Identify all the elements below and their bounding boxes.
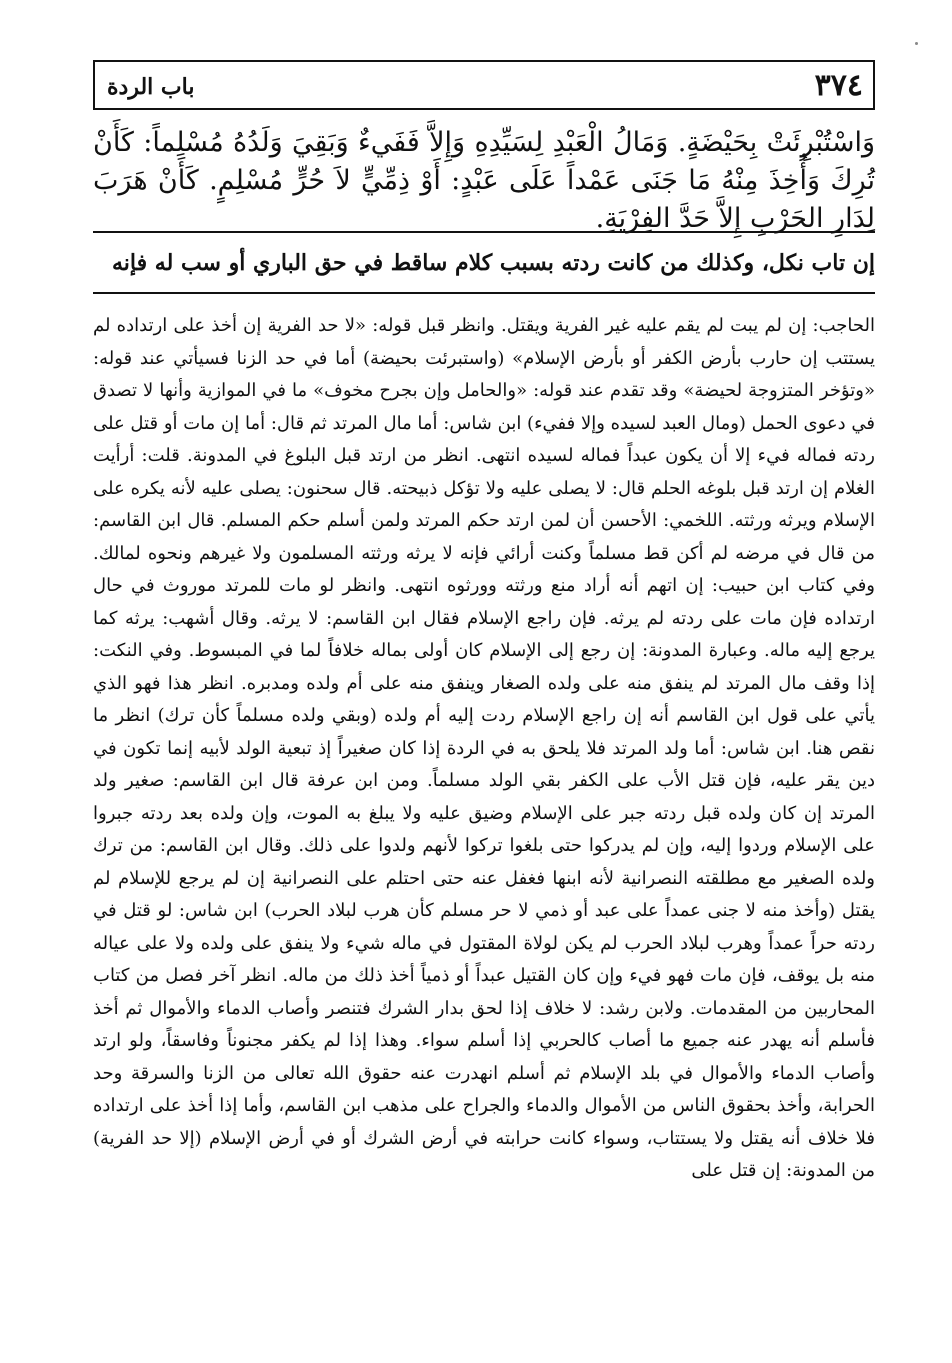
- chapter-title: باب الردة: [107, 74, 195, 100]
- main-text-paragraph: وَاسْتُبْرِئَتْ بِحَيْضَةٍ. وَمَالُ الْعَبْدِ لِسَيِّدِهِ وَإِلاَّ فَفَيءٌ وَبَقِيَ وَلَدُهُ مُسْلِماً: كَأَنْ تُرِكَ وَأُخِذَ مِنْهُ مَا جَنَى عَمْداً عَلَى عَبْدٍ: أَوْ ذِمِّيٍّ لاَ حُرٍّ مُسْلِمٍ. كَأَنْ هَرَبَ لِدَارِ الحَرْبِ إِلاَّ حَدَّ الفِرْيَةِ.: [93, 127, 875, 234]
- margin-notes-paragraph: الحاجب: إن لم يبت لم يقم عليه غير الفرية ويقتل. وانظر قبل قوله: «لا حد الفرية إن أخذ على ارتداده لم يستتب إن حارب بأرض الكفر أو بأرض الإسلام» (واستبرئت بحيضة) أما في حد الزنا فسيأتي عند قوله: «وتؤخر المتزوجة لحيضة» وقد تقدم عند قوله: «والحامل وإن بجرح مخوف» ما في الموازية وأنها لا تصدق في دعوى الحمل (ومال العبد لسيده وإلا ففيء) ابن شاس: أما مال المرتد ثم قال: أما إن مات أو قتل على ردته فماله فيء إلا أن يكون عبداً فماله لسيده انتهى. انظر من ارتد قبل البلوغ في المدونة. قلت: أرأيت الغلام إن ارتد قبل بلوغه الحلم قال: لا يصلى عليه ولا تؤكل ذبيحته. قال سحنون: يصلى عليه لأنه يكره على الإسلام ويرثه ورثته. اللخمي: الأحسن أن لمن ارتد حكم المرتد ولمن أسلم حكم المسلم. قال ابن القاسم: من قال في مرضه لم أكن قط مسلماً وكنت أرائي فإنه لا يرثه ورثته المسلمون ولا غيرهم ونحوه لمالك. وفي كتاب ابن حبيب: إن اتهم أنه أراد منع ورثته وورثوه انتهى. وانظر لو مات للمرتد موروث في حال ارتداده فإن مات على ردته لم يرثه. فإن راجع الإسلام فقال ابن القاسم: لا يرثه. وقال أشهب: يرثه كما يرجع إليه ماله. وعبارة المدونة: إن رجع إلى الإسلام كان أولى بماله خلافاً لما في المبسوط. وفي النكت: إذا وقف مال المرتد لم ينفق منه على ولده الصغار وينفق منه على أم ولده ومدبره. انظر هذا فهو الذي يأتي على قول ابن القاسم أنه إن راجع الإسلام ردت إليه أم ولده (وبقي ولده مسلماً كأن ترك) انظر ما نقص هنا. ابن شاس: أما ولد المرتد فلا يلحق به في الردة إذا كان صغيراً إذ تبعية الولد لأبيه إنما تكون في دين يقر عليه، فإن قتل الأب على الكفر بقي الولد مسلماً. ومن ابن عرفة قال ابن القاسم: صغير ولد المرتد إن كان ولده قبل ردته جبر على الإسلام وضيق عليه ولا يبلغ به الموت، وإن ولده بعد ردته جبروا على الإسلام وردوا إليه، وإن لم يدركوا حتى بلغوا تركوا لأنهم ولدوا على ذلك. وقال ابن القاسم: من ترك ولده الصغير مع مطلقته النصرانية لأنه ابنها فغفل عنه حتى احتلم على النصرانية إن لم يرجع للإسلام لم يقتل (وأخذ منه لا جنى عمداً على عبد أو ذمي لا حر مسلم كأن هرب لبلاد الحرب) ابن شاس: لو قتل في ردته حراً عمداً وهرب لبلاد الحرب لم يكن لولاة المقتول في ماله شيء ولا ينفق على ولده ولا على عياله منه بل يوقف، فإن مات فهو فيء وإن كان القتيل عبداً أو ذمياً أخذ ذلك من ماله. انظر آخر فصل من كتاب المحاربين من المقدمات. ولابن رشد: لا خلاف إذا لحق بدار الشرك فتنصر وأصاب الدماء والأموال ثم أخذ فأسلم أنه يهدر عنه جميع ما أصاب كالحربي إذا أسلم سواء. وهذا إذا لم يكفر مجنوناً وفاسقاً، ولو ارتد وأصاب الدماء والأموال في بلد الإسلام ثم أسلم انهدرت عنه حقوق الله تعالى من الزنا والسرقة وحد الحرابة، وأخذ بحقوق الناس من الأموال والدماء والجراح على مذهب ابن القاسم، وأما إذا أخذ على ارتداده فلا خلاف أنه يقتل ولا يستتاب، وسواء كانت حرابته في أرض الشرك أو في أرض الإسلام (إلا حد الفرية) من المدونة: إن قتل على: [93, 315, 875, 1181]
- commentary-line: إن تاب نكل، وكذلك من كانت ردته بسبب كلام ساقط في حق الباري أو سب له فإنه: [111, 250, 875, 276]
- page-number: ٣٧٤: [814, 68, 863, 103]
- running-header: [93, 60, 875, 110]
- divider-line: [93, 231, 875, 233]
- main-text: [93, 124, 875, 238]
- divider-line: [93, 292, 875, 294]
- scan-speck: [915, 42, 918, 45]
- margin-notes: [93, 310, 875, 1188]
